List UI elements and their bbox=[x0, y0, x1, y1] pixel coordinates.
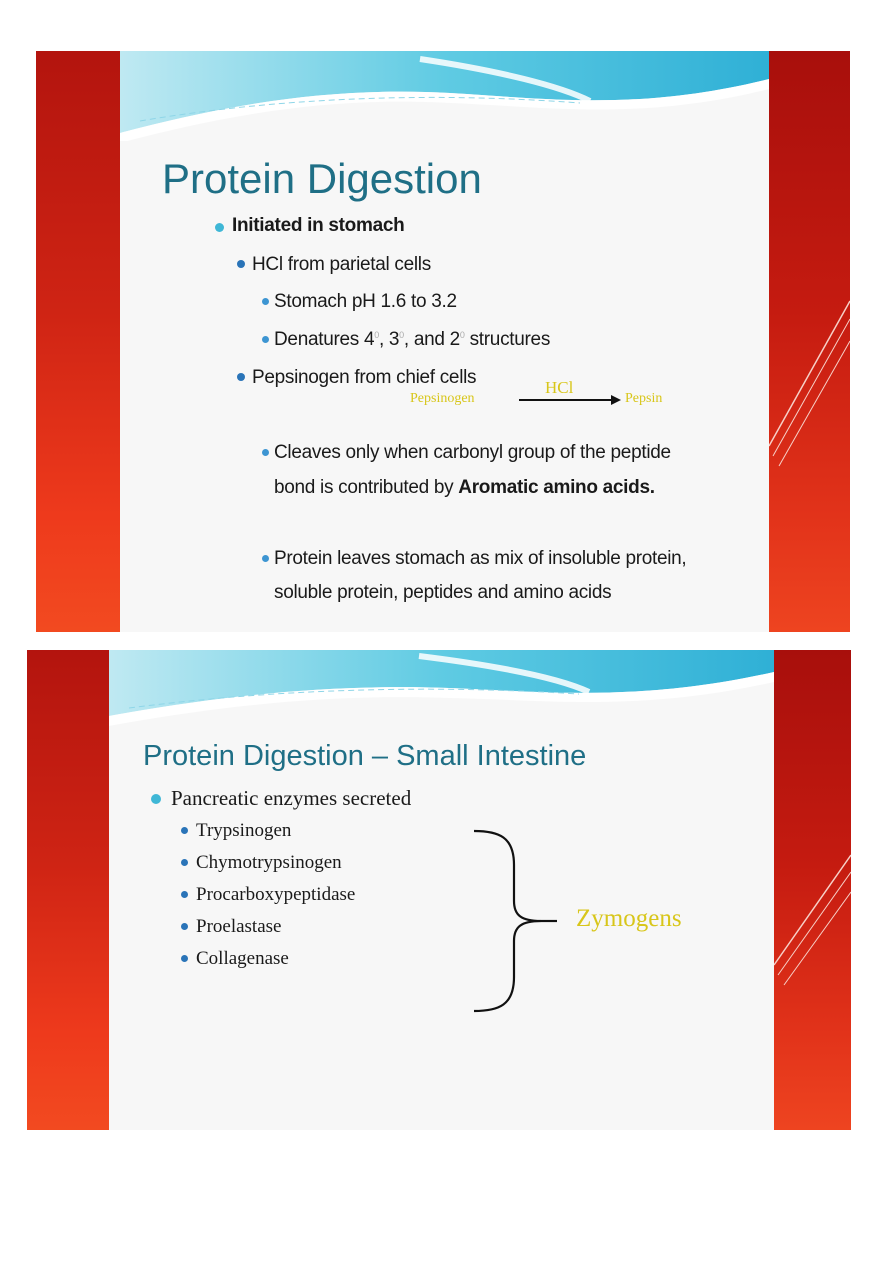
bullet-denatures: Denatures $4^0$, $3^0$, and $2^0$ structures bbox=[274, 329, 551, 350]
slide-1-title: Protein Digestion bbox=[162, 155, 482, 202]
bullet-icon bbox=[215, 223, 224, 232]
reaction-product: Pepsin bbox=[625, 391, 663, 406]
bullet-icon bbox=[262, 555, 269, 562]
bullet-icon bbox=[181, 955, 188, 962]
bullet-icon bbox=[237, 373, 245, 381]
bullet-pancreatic-enzymes: Pancreatic enzymes secreted bbox=[171, 786, 412, 810]
slide-content-area bbox=[109, 650, 774, 1130]
bullet-icon bbox=[181, 891, 188, 898]
bullet-pepsinogen-chief: Pepsinogen from chief cells bbox=[252, 367, 477, 388]
bullet-icon bbox=[262, 449, 269, 456]
bullet-cleaves-line2: bond is contributed by Aromatic amino acids. bbox=[274, 477, 655, 498]
decorative-lines bbox=[774, 650, 851, 1130]
enzyme-item: Trypsinogen bbox=[196, 820, 292, 841]
reaction-substrate: Pepsinogen bbox=[410, 391, 475, 406]
bullet-protein-leaves-line2: soluble protein, peptides and amino acids bbox=[274, 582, 612, 603]
right-frame-band bbox=[769, 51, 850, 632]
bullet-cleaves-line1: Cleaves only when carbonyl group of the peptide bbox=[274, 442, 671, 463]
slide-2 bbox=[27, 650, 851, 1130]
enzyme-item: Collagenase bbox=[196, 948, 289, 969]
enzyme-item: Chymotrypsinogen bbox=[196, 852, 342, 873]
bullet-icon bbox=[151, 794, 161, 804]
curly-brace-icon bbox=[469, 825, 559, 1017]
decorative-lines bbox=[769, 51, 850, 632]
bullet-initiated-in-stomach: Initiated in stomach bbox=[232, 215, 405, 236]
slide-2-title: Protein Digestion – Small Intestine bbox=[143, 740, 587, 772]
reaction-catalyst: HCl bbox=[545, 378, 574, 397]
left-frame-band bbox=[27, 650, 109, 1130]
slide-content-area bbox=[120, 51, 769, 632]
bullet-icon bbox=[181, 923, 188, 930]
enzyme-item: Proelastase bbox=[196, 916, 282, 937]
reaction-arrow-icon bbox=[519, 394, 621, 406]
bullet-icon bbox=[181, 859, 188, 866]
zymogens-label: Zymogens bbox=[576, 905, 682, 932]
bullet-icon bbox=[262, 336, 269, 343]
left-frame-band bbox=[36, 51, 120, 632]
header-wave-decoration bbox=[109, 650, 774, 730]
bullet-icon bbox=[237, 260, 245, 268]
bullet-icon bbox=[181, 827, 188, 834]
header-wave-decoration bbox=[120, 51, 769, 141]
bullet-stomach-ph: Stomach pH 1.6 to 3.2 bbox=[274, 291, 457, 312]
enzyme-item: Procarboxypeptidase bbox=[196, 884, 356, 905]
bullet-hcl-parietal: HCl from parietal cells bbox=[252, 254, 431, 275]
right-frame-band bbox=[774, 650, 851, 1130]
bullet-icon bbox=[262, 298, 269, 305]
slide-1 bbox=[36, 51, 850, 632]
bullet-protein-leaves-line1: Protein leaves stomach as mix of insoluble protein, bbox=[274, 548, 687, 569]
